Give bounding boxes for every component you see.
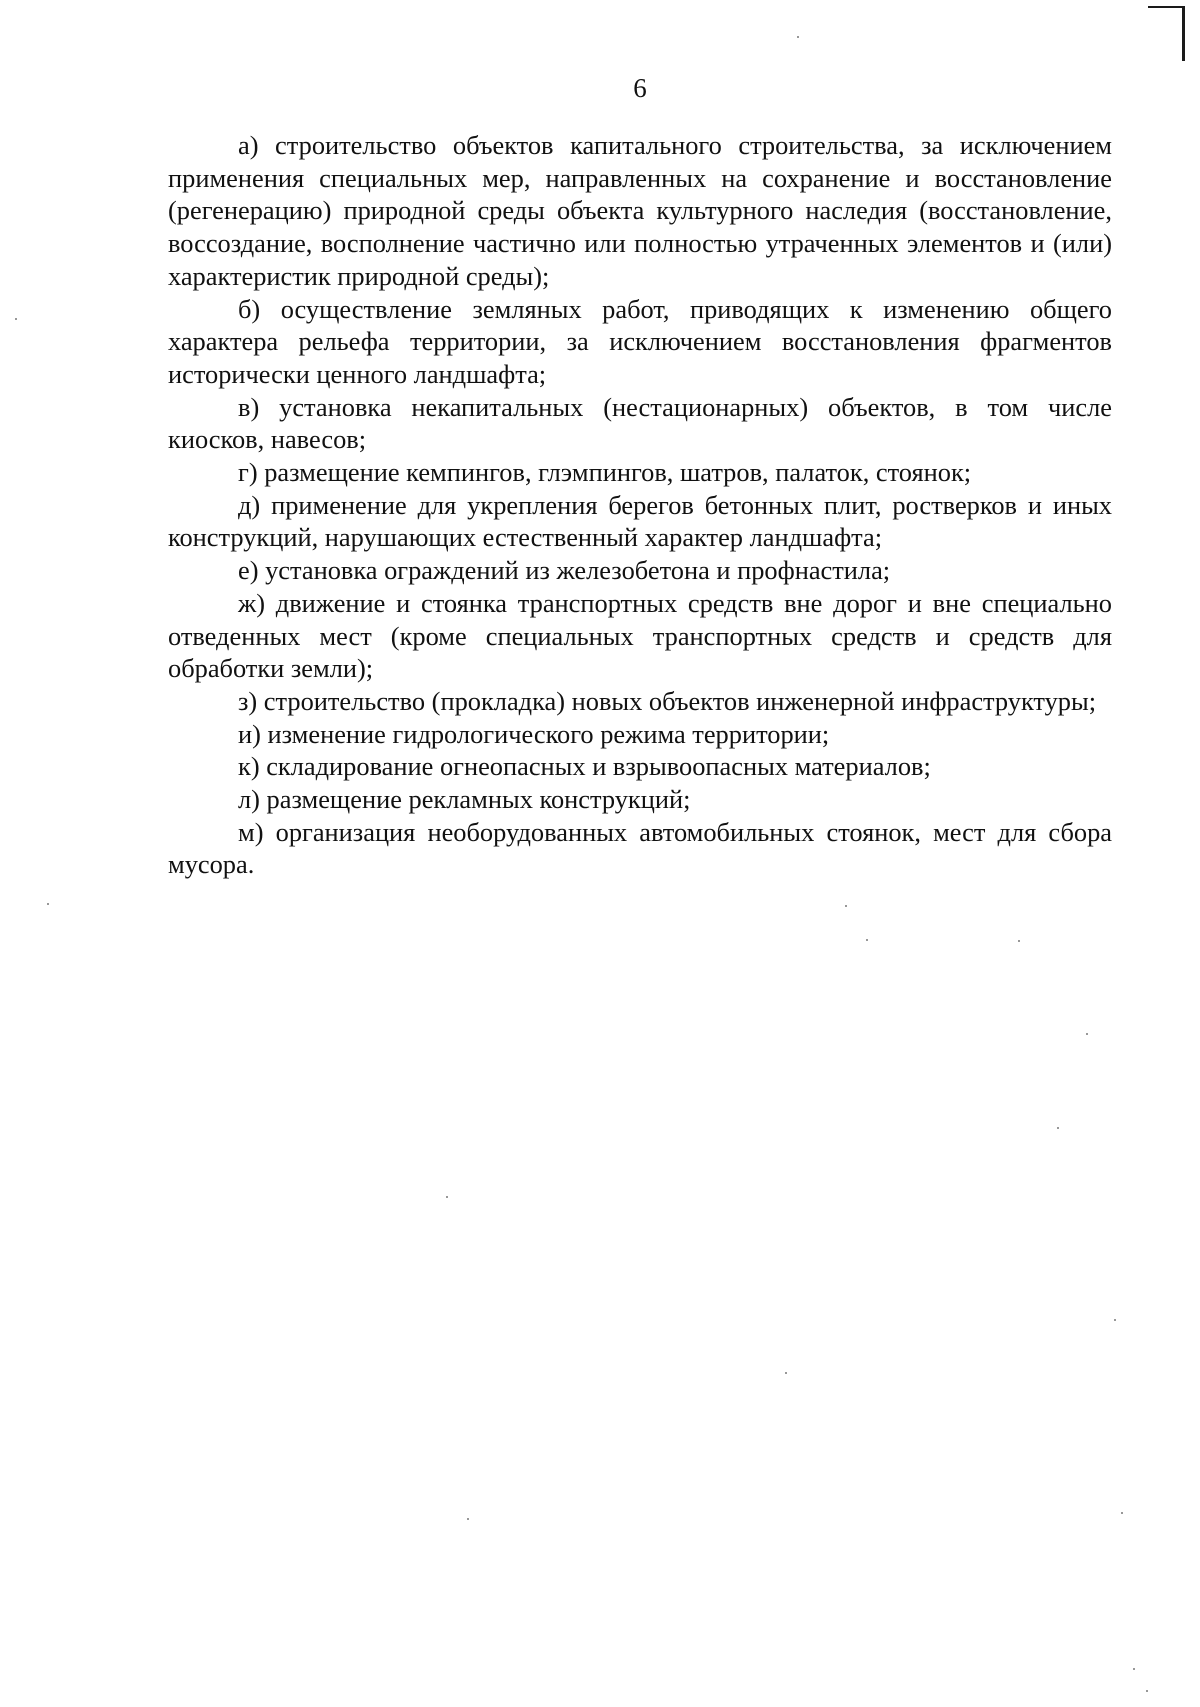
scan-speck [1086,1033,1088,1035]
list-item: м) организация необорудованных автомобильных стоянок, мест для сбора мусора. [168,816,1112,880]
list-item: л) размещение рекламных конструкций; [238,784,691,815]
list-item: и) изменение гидрологического режима территории; [238,718,830,749]
list-item: з) строительство (прокладка) новых объектов инженерной инфраструктуры; [238,685,1097,716]
scan-speck [845,905,847,907]
list-item: е) установка ограждений из железобетона и профнастила; [238,555,891,586]
list-item: к) складирование огнеопасных и взрывоопасных материалов; [238,751,931,782]
list-item: в) установка некапитальных (нестационарных) объектов, в том числе киосков, навесов; [168,391,1112,455]
list-item: ж) движение и стоянка транспортных средств вне дорог и вне специально отведенных мест (кроме специальных транспортных средств и средств для обработки земли); [168,587,1112,684]
scan-speck [1133,1668,1135,1670]
scan-speck [47,903,49,905]
scan-speck [797,36,799,38]
list-item: д) применение для укрепления берегов бетонных плит, ростверков и иных конструкций, нарушающих естественный характер ландшафта; [168,489,1112,553]
restrictions-list [168,129,1112,881]
scan-speck [866,939,868,941]
list-item: г) размещение кемпингов, глэмпингов, шатров, палаток, стоянок; [238,457,972,488]
list-item: б) осуществление земляных работ, приводящих к изменению общего характера рельефа территории, за исключением восстановления фрагментов исторически ценного ландшафта; [168,293,1112,389]
scan-speck [15,318,17,320]
page-number: 6 [633,73,647,103]
scan-speck [1146,1690,1148,1692]
scan-speck [785,1372,787,1374]
scan-speck [1114,1319,1116,1321]
scan-edge-mark [1182,6,1185,61]
scan-speck [1057,1127,1059,1129]
scan-speck [467,1518,469,1520]
scan-speck [1018,940,1020,942]
scan-edge-mark [1148,6,1185,8]
scan-speck [446,1196,448,1198]
scan-speck [1121,1512,1123,1514]
list-item: а) строительство объектов капитального строительства, за исключением применения специальных мер, направленных на сохранение и восстановление (регенерацию) природной среды объекта культурного наследия (восстановление, воссоздание, восполнение частично или полностью утраченных элементов и (или) характеристик природной среды); [168,130,1112,291]
